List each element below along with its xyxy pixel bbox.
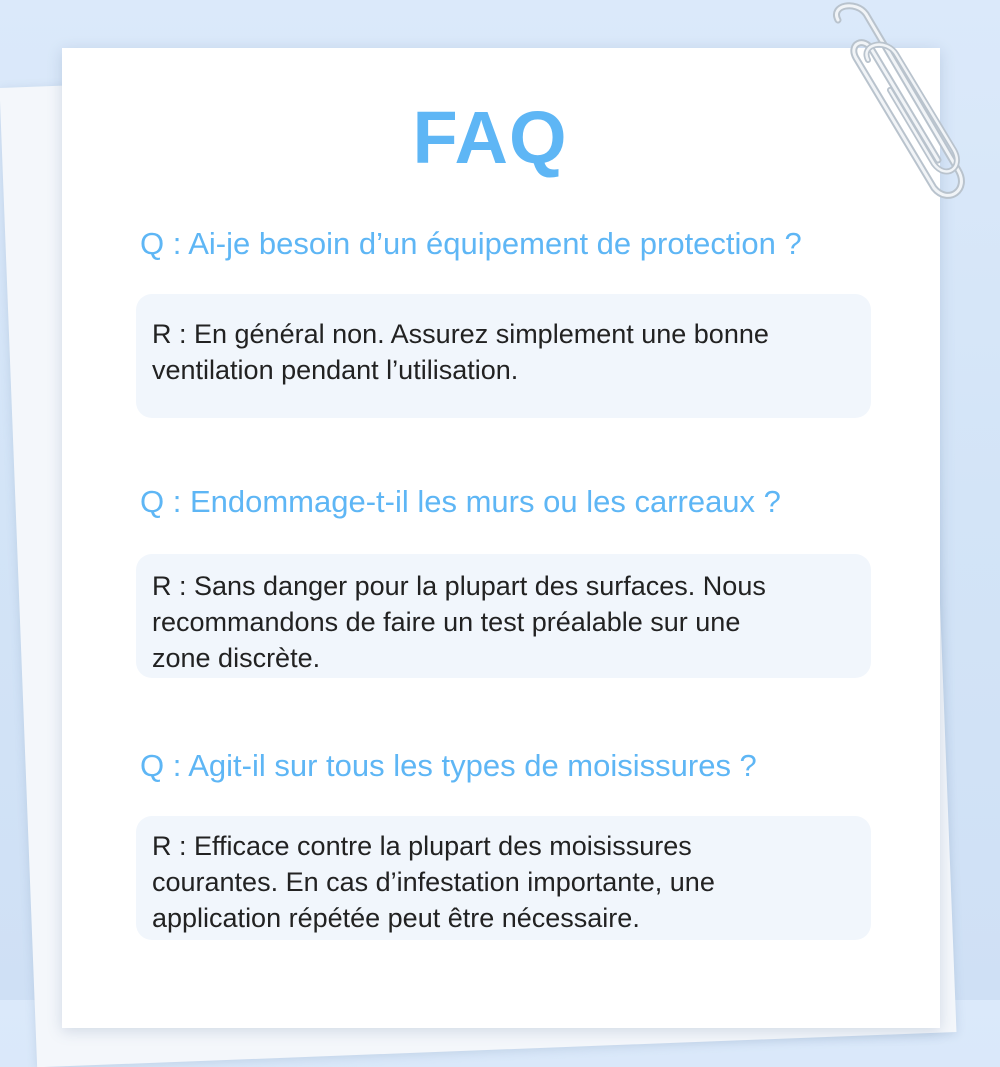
faq-question-1: Q : Ai-je besoin d’un équipement de protection ? (140, 226, 802, 261)
faq-question-2: Q : Endommage-t-il les murs ou les carreaux ? (140, 484, 781, 519)
page-title: FAQ (412, 96, 568, 179)
faq-question-3: Q : Agit-il sur tous les types de moisissures ? (140, 748, 757, 783)
faq-answer-1: R : En général non. Assurez simplement une bonne ventilation pendant l’utilisation. (152, 319, 769, 385)
faq-answer-box-2 (136, 554, 871, 678)
faq-answer-2: R : Sans danger pour la plupart des surfaces. Nous recommandons de faire un test préalable sur une zone discrète. (152, 571, 766, 673)
faq-answer-box-1 (136, 294, 871, 418)
faq-answer-box-3 (136, 816, 871, 940)
faq-answer-3: R : Efficace contre la plupart des moisissures courantes. En cas d’infestation importante, une application répétée peut être nécessaire. (152, 831, 715, 933)
